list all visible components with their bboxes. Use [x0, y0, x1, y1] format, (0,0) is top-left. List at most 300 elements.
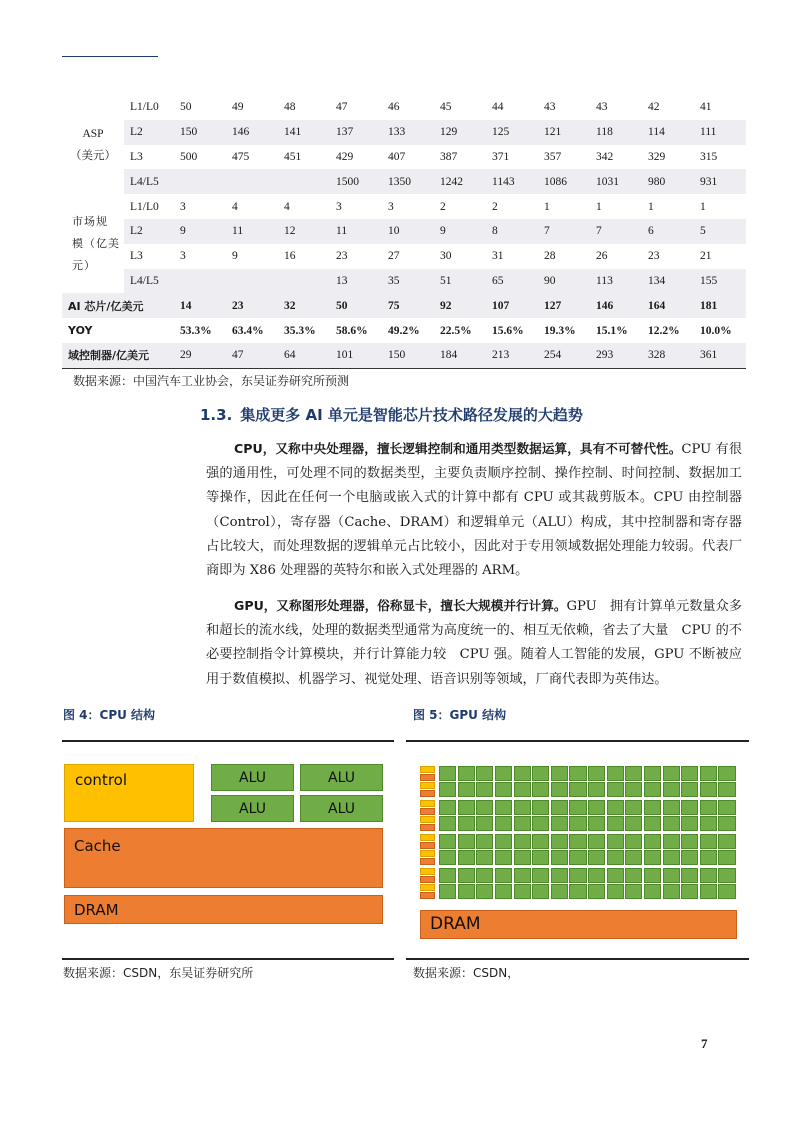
- gpu-alu-cell: [625, 816, 642, 831]
- table-cell: 7: [590, 219, 642, 244]
- table-cell: 387: [440, 150, 458, 163]
- gpu-cache-cell: [420, 790, 435, 797]
- table-row: [62, 219, 746, 244]
- table-cell: 1: [700, 200, 706, 213]
- table-cell: 293: [590, 343, 642, 368]
- table-cell: 31: [492, 250, 504, 263]
- gpu-alu-cell: [588, 850, 605, 865]
- gpu-alu-cell: [569, 868, 586, 883]
- gpu-alu-cell: [663, 884, 680, 899]
- table-cell: 129: [434, 120, 486, 145]
- gpu-alu-cell: [663, 816, 680, 831]
- gpu-alu-cell: [569, 816, 586, 831]
- table-cell: 50: [180, 101, 192, 114]
- table-cell: 28: [544, 250, 556, 263]
- gpu-alu-cell: [458, 782, 475, 797]
- fig4-source: 数据来源：CSDN，东吴证券研究所: [63, 966, 254, 980]
- gpu-alu-cell: [700, 834, 717, 849]
- table-cell: 164: [642, 293, 694, 318]
- table-cell: 113: [590, 269, 642, 294]
- gpu-alu-cell: [551, 800, 568, 815]
- gpu-alu-cell: [476, 834, 493, 849]
- gpu-alu-cell: [644, 868, 661, 883]
- table-cell: 35: [382, 269, 434, 294]
- table-cell: 127: [538, 293, 590, 318]
- gpu-alu-cell: [644, 834, 661, 849]
- table-cell: 121: [538, 120, 590, 145]
- gpu-alu-cell: [514, 884, 531, 899]
- gpu-alu-cell: [718, 782, 735, 797]
- gpu-alu-cell: [458, 766, 475, 781]
- row-label: 域控制器/亿美元: [62, 343, 174, 368]
- gpu-alu-cell: [681, 868, 698, 883]
- table-cell: 328: [642, 343, 694, 368]
- gpu-alu-cell: [495, 782, 512, 797]
- gpu-control-cell: [420, 884, 435, 891]
- table-cell: 47: [226, 343, 278, 368]
- gpu-alu-cell: [532, 834, 549, 849]
- gpu-cache-cell: [420, 774, 435, 781]
- table-cell: 10.0%: [700, 324, 732, 337]
- gpu-alu-cell: [514, 850, 531, 865]
- table-cell: 11: [226, 219, 278, 244]
- group-label-line: 市场规: [72, 214, 108, 228]
- table-cell: [226, 169, 278, 194]
- gpu-alu-cell: [607, 868, 624, 883]
- table-cell: 7: [538, 219, 590, 244]
- gpu-alu-cell: [476, 782, 493, 797]
- gpu-alu-cell: [532, 868, 549, 883]
- table-cell: 92: [434, 293, 486, 318]
- cpu-paragraph: [206, 437, 742, 583]
- gpu-alu-cell: [663, 834, 680, 849]
- table-cell: 3: [336, 200, 342, 213]
- gpu-control-cell: [420, 816, 435, 823]
- gpu-control-cell: [420, 800, 435, 807]
- table-cell: 2: [492, 200, 498, 213]
- gpu-alu-cell: [495, 868, 512, 883]
- gpu-alu-cell: [607, 800, 624, 815]
- cache-block: Cache: [64, 828, 383, 888]
- table-cell: 931: [694, 169, 746, 194]
- table-source: 数据来源：中国汽车工业协会，东吴证券研究所预测: [73, 374, 350, 388]
- table-cell: 1: [648, 200, 654, 213]
- cpu-lead: CPU，又称中央处理器，擅长逻辑控制和通用类型数据运算，具有不可替代性。: [234, 441, 682, 456]
- gpu-alu-cell: [607, 834, 624, 849]
- gpu-alu-cell: [495, 800, 512, 815]
- table-cell: 407: [388, 150, 406, 163]
- gpu-alu-cell: [700, 850, 717, 865]
- table-cell: 101: [330, 343, 382, 368]
- gpu-alu-cell: [700, 782, 717, 797]
- fig5-source: 数据来源：CSDN，: [413, 966, 520, 980]
- section-heading: [200, 404, 583, 425]
- group-label-line: 元）: [72, 258, 96, 272]
- table-cell: 23: [648, 250, 660, 263]
- dram-block: DRAM: [64, 895, 383, 924]
- table-cell: [278, 269, 330, 294]
- row-label: YOY: [68, 324, 93, 338]
- gpu-alu-cell: [514, 816, 531, 831]
- table-cell: 29: [174, 343, 226, 368]
- table-cell: 65: [486, 269, 538, 294]
- fig5-bottom-rule: [406, 958, 749, 960]
- table-cell: 10: [382, 219, 434, 244]
- table-cell: [278, 169, 330, 194]
- gpu-control-cell: [420, 850, 435, 857]
- table-cell: 46: [388, 101, 400, 114]
- table-cell: 1500: [330, 169, 382, 194]
- table-cell: 50: [330, 293, 382, 318]
- table-cell: 58.6%: [336, 324, 368, 337]
- gpu-alu-cell: [718, 850, 735, 865]
- table-cell: 26: [596, 250, 608, 263]
- gpu-alu-cell: [644, 782, 661, 797]
- gpu-alu-cell: [681, 782, 698, 797]
- table-cell: 475: [232, 150, 250, 163]
- table-cell: 146: [590, 293, 642, 318]
- gpu-cache-cell: [420, 858, 435, 865]
- gpu-alu-cell: [588, 868, 605, 883]
- alu-block: ALU: [300, 764, 383, 791]
- table-cell: 114: [642, 120, 694, 145]
- cpu-body: CPU 有很强的通用性，可处理不同的数据类型，主要负责顺序控制、操作控制、时间控制、数据加工等操作，因此在任何一个电脑或嵌入式的计算中都有 CPU 或其裁剪版本。CPU 由控制器（Control），寄存器（Cache、DRAM）和逻辑单元（ALU）构成，其中控制器和寄存器占比较大，而处理数据的逻辑单元占比较小，因此对于专用领域数据处理能力较弱。代表厂商即为 X86 处理器的英特尔和嵌入式处理器的 ARM。: [206, 442, 743, 579]
- gpu-alu-cell: [588, 766, 605, 781]
- gpu-lead: GPU，又称图形处理器，俗称显卡，擅长大规模并行计算。: [234, 598, 567, 613]
- gpu-alu-cell: [625, 782, 642, 797]
- table-cell: 53.3%: [180, 324, 212, 337]
- gpu-alu-cell: [532, 816, 549, 831]
- table-cell: 429: [336, 150, 354, 163]
- gpu-alu-cell: [681, 850, 698, 865]
- row-label: L1/L0: [130, 101, 159, 114]
- row-label: L2: [124, 219, 174, 244]
- gpu-alu-cell: [551, 884, 568, 899]
- table-cell: 1031: [590, 169, 642, 194]
- table-cell: 4: [232, 200, 238, 213]
- gpu-alu-cell: [439, 884, 456, 899]
- table-cell: 1086: [538, 169, 590, 194]
- table-cell: 19.3%: [544, 324, 576, 337]
- gpu-cache-cell: [420, 842, 435, 849]
- gpu-alu-cell: [625, 800, 642, 815]
- table-row: [62, 293, 746, 318]
- table-cell: 5: [694, 219, 746, 244]
- table-cell: 90: [538, 269, 590, 294]
- table-cell: 3: [180, 250, 186, 263]
- gpu-cache-cell: [420, 824, 435, 831]
- table-cell: 23: [226, 293, 278, 318]
- row-label: L3: [130, 250, 143, 263]
- alu-block: ALU: [211, 764, 294, 791]
- gpu-alu-cell: [439, 782, 456, 797]
- table-cell: 16: [284, 250, 296, 263]
- table-cell: 342: [596, 150, 614, 163]
- table-cell: 213: [486, 343, 538, 368]
- table-cell: [174, 269, 226, 294]
- table-cell: 118: [590, 120, 642, 145]
- gpu-control-cell: [420, 868, 435, 875]
- table-cell: 47: [336, 101, 348, 114]
- table-cell: 42: [648, 101, 660, 114]
- gpu-alu-cell: [514, 834, 531, 849]
- table-cell: 150: [174, 120, 226, 145]
- table-cell: 6: [642, 219, 694, 244]
- table-cell: 1242: [434, 169, 486, 194]
- section-title: 集成更多 AI 单元是智能芯片技术路径发展的大趋势: [240, 406, 583, 424]
- table-cell: 371: [492, 150, 510, 163]
- gpu-alu-cell: [718, 766, 735, 781]
- gpu-alu-cell: [663, 850, 680, 865]
- table-cell: 45: [440, 101, 452, 114]
- gpu-alu-cell: [551, 816, 568, 831]
- gpu-alu-cell: [458, 834, 475, 849]
- table-cell: 11: [330, 219, 382, 244]
- gpu-alu-cell: [644, 766, 661, 781]
- table-cell: 15.6%: [492, 324, 524, 337]
- table-cell: 23: [336, 250, 348, 263]
- gpu-alu-cell: [681, 800, 698, 815]
- table-cell: 1: [596, 200, 602, 213]
- gpu-alu-cell: [495, 834, 512, 849]
- gpu-alu-cell: [607, 884, 624, 899]
- table-cell: 2: [440, 200, 446, 213]
- gpu-alu-cell: [514, 766, 531, 781]
- gpu-alu-cell: [718, 884, 735, 899]
- gpu-alu-cell: [439, 850, 456, 865]
- gpu-alu-cell: [476, 868, 493, 883]
- table-cell: 181: [694, 293, 746, 318]
- control-block: control: [64, 764, 194, 822]
- table-row: [62, 269, 746, 294]
- gpu-alu-cell: [625, 884, 642, 899]
- gpu-alu-cell: [625, 868, 642, 883]
- table-cell: 30: [440, 250, 452, 263]
- gpu-alu-cell: [439, 816, 456, 831]
- gpu-alu-cell: [681, 834, 698, 849]
- table-row: [62, 169, 746, 194]
- row-label: AI 芯片/亿美元: [62, 293, 174, 318]
- table-cell: 8: [486, 219, 538, 244]
- table-cell: 9: [174, 219, 226, 244]
- table-cell: 137: [330, 120, 382, 145]
- row-label: L2: [124, 120, 174, 145]
- table-cell: 64: [278, 343, 330, 368]
- table-cell: 43: [596, 101, 608, 114]
- table-cell: 4: [284, 200, 290, 213]
- gpu-alu-cell: [476, 816, 493, 831]
- group-label-line: 模（亿美: [72, 236, 120, 250]
- table-cell: 1350: [382, 169, 434, 194]
- gpu-alu-cell: [495, 884, 512, 899]
- table-cell: 111: [694, 120, 746, 145]
- gpu-alu-cell: [551, 868, 568, 883]
- gpu-alu-cell: [532, 782, 549, 797]
- gpu-alu-cell: [551, 766, 568, 781]
- table-cell: 14: [174, 293, 226, 318]
- market-group-label: [62, 194, 124, 293]
- gpu-alu-cell: [663, 782, 680, 797]
- gpu-body: GPU 拥有计算单元数量众多和超长的流水线，处理的数据类型通常为高度统一的、相互无依赖，省去了大量 CPU 的不必要控制指令计算模块，并行计算能力较 CPU 强。随着人工智能的发展，GPU 不断被应用于数值模拟、机器学习、视觉处理、语音识别等领域，厂商代表即为英伟达。: [206, 599, 743, 687]
- table-cell: [226, 269, 278, 294]
- table-cell: 150: [382, 343, 434, 368]
- gpu-alu-cell: [625, 766, 642, 781]
- gpu-alu-cell: [569, 834, 586, 849]
- group-label-line: （美元）: [70, 149, 116, 162]
- section-number: 1.3.: [200, 406, 233, 424]
- table-row: [62, 194, 746, 219]
- fig5-title: 图 5：GPU 结构: [413, 708, 507, 722]
- gpu-alu-cell: [458, 800, 475, 815]
- gpu-alu-cell: [644, 850, 661, 865]
- table-cell: 49.2%: [388, 324, 420, 337]
- table-cell: 184: [434, 343, 486, 368]
- fig4-top-rule: [62, 740, 394, 742]
- gpu-cache-cell: [420, 808, 435, 815]
- gpu-alu-cell: [700, 816, 717, 831]
- gpu-alu-cell: [700, 868, 717, 883]
- gpu-alu-cell: [663, 766, 680, 781]
- row-label: L3: [130, 150, 143, 163]
- gpu-alu-cell: [439, 800, 456, 815]
- table-cell: 9: [232, 250, 238, 263]
- alu-block: ALU: [211, 795, 294, 822]
- table-cell: 500: [180, 150, 198, 163]
- gpu-alu-cell: [569, 884, 586, 899]
- table-cell: 254: [538, 343, 590, 368]
- table-cell: 27: [388, 250, 400, 263]
- gpu-cache-cell: [420, 892, 435, 899]
- table-cell: 32: [278, 293, 330, 318]
- gpu-alu-cell: [681, 884, 698, 899]
- table-cell: 125: [486, 120, 538, 145]
- gpu-alu-cell: [569, 850, 586, 865]
- gpu-alu-cell: [607, 766, 624, 781]
- gpu-control-cell: [420, 834, 435, 841]
- gpu-alu-cell: [588, 884, 605, 899]
- gpu-alu-cell: [569, 766, 586, 781]
- gpu-alu-cell: [514, 868, 531, 883]
- gpu-cache-cell: [420, 876, 435, 883]
- table-cell: 13: [330, 269, 382, 294]
- gpu-control-cell: [420, 782, 435, 789]
- gpu-alu-cell: [532, 800, 549, 815]
- table-cell: 48: [284, 101, 296, 114]
- table-cell: 63.4%: [232, 324, 264, 337]
- gpu-core-grid: [420, 766, 737, 902]
- gpu-alu-cell: [551, 850, 568, 865]
- alu-block: ALU: [300, 795, 383, 822]
- gpu-alu-cell: [625, 850, 642, 865]
- gpu-alu-cell: [718, 868, 735, 883]
- table-cell: 21: [700, 250, 712, 263]
- table-cell: 3: [388, 200, 394, 213]
- gpu-alu-cell: [569, 800, 586, 815]
- gpu-alu-cell: [514, 782, 531, 797]
- gpu-alu-cell: [532, 884, 549, 899]
- gpu-alu-cell: [476, 766, 493, 781]
- gpu-alu-cell: [476, 800, 493, 815]
- gpu-alu-cell: [681, 766, 698, 781]
- gpu-dram-block: DRAM: [420, 910, 737, 939]
- table-cell: 35.3%: [284, 324, 316, 337]
- fig4-bottom-rule: [62, 958, 394, 960]
- gpu-alu-cell: [663, 868, 680, 883]
- table-cell: 51: [434, 269, 486, 294]
- table-cell: 3: [180, 200, 186, 213]
- gpu-alu-cell: [532, 766, 549, 781]
- table-cell: 980: [642, 169, 694, 194]
- gpu-control-cell: [420, 766, 435, 773]
- gpu-alu-cell: [514, 800, 531, 815]
- gpu-alu-cell: [644, 884, 661, 899]
- gpu-alu-cell: [588, 834, 605, 849]
- gpu-alu-cell: [718, 816, 735, 831]
- table-cell: 1: [544, 200, 550, 213]
- table-cell: 41: [700, 101, 712, 114]
- table-cell: 15.1%: [596, 324, 628, 337]
- gpu-alu-cell: [532, 850, 549, 865]
- table-cell: 12.2%: [648, 324, 680, 337]
- fig5-top-rule: [406, 740, 749, 742]
- gpu-alu-cell: [439, 834, 456, 849]
- table-cell: 146: [226, 120, 278, 145]
- fig4-title: 图 4：CPU 结构: [63, 708, 156, 722]
- table-cell: 133: [382, 120, 434, 145]
- gpu-alu-cell: [569, 782, 586, 797]
- gpu-alu-cell: [458, 816, 475, 831]
- gpu-alu-cell: [588, 782, 605, 797]
- table-cell: 75: [382, 293, 434, 318]
- gpu-alu-cell: [700, 800, 717, 815]
- table-row: [62, 244, 746, 269]
- gpu-alu-cell: [625, 834, 642, 849]
- table-cell: 451: [284, 150, 302, 163]
- gpu-alu-cell: [551, 782, 568, 797]
- gpu-alu-cell: [718, 800, 735, 815]
- table-cell: 141: [278, 120, 330, 145]
- table-cell: 155: [694, 269, 746, 294]
- gpu-alu-cell: [607, 782, 624, 797]
- table-cell: 361: [694, 343, 746, 368]
- table-cell: 44: [492, 101, 504, 114]
- table-cell: 9: [434, 219, 486, 244]
- header-rule: [62, 56, 158, 57]
- table-cell: 329: [648, 150, 666, 163]
- gpu-alu-cell: [644, 816, 661, 831]
- gpu-alu-cell: [607, 850, 624, 865]
- table-cell: 315: [700, 150, 718, 163]
- gpu-alu-cell: [458, 884, 475, 899]
- gpu-alu-cell: [663, 800, 680, 815]
- gpu-alu-cell: [495, 816, 512, 831]
- gpu-alu-cell: [681, 816, 698, 831]
- table-cell: 12: [278, 219, 330, 244]
- gpu-alu-cell: [495, 850, 512, 865]
- table-row: [62, 95, 746, 120]
- gpu-alu-cell: [439, 766, 456, 781]
- gpu-alu-cell: [700, 766, 717, 781]
- gpu-alu-cell: [458, 868, 475, 883]
- table-row: [62, 318, 746, 343]
- table-cell: 134: [642, 269, 694, 294]
- table-cell: 1143: [486, 169, 538, 194]
- table-row: [62, 120, 746, 145]
- row-label: L4/L5: [124, 269, 174, 294]
- asp-group-label: [62, 95, 124, 194]
- gpu-alu-cell: [607, 816, 624, 831]
- gpu-alu-cell: [458, 850, 475, 865]
